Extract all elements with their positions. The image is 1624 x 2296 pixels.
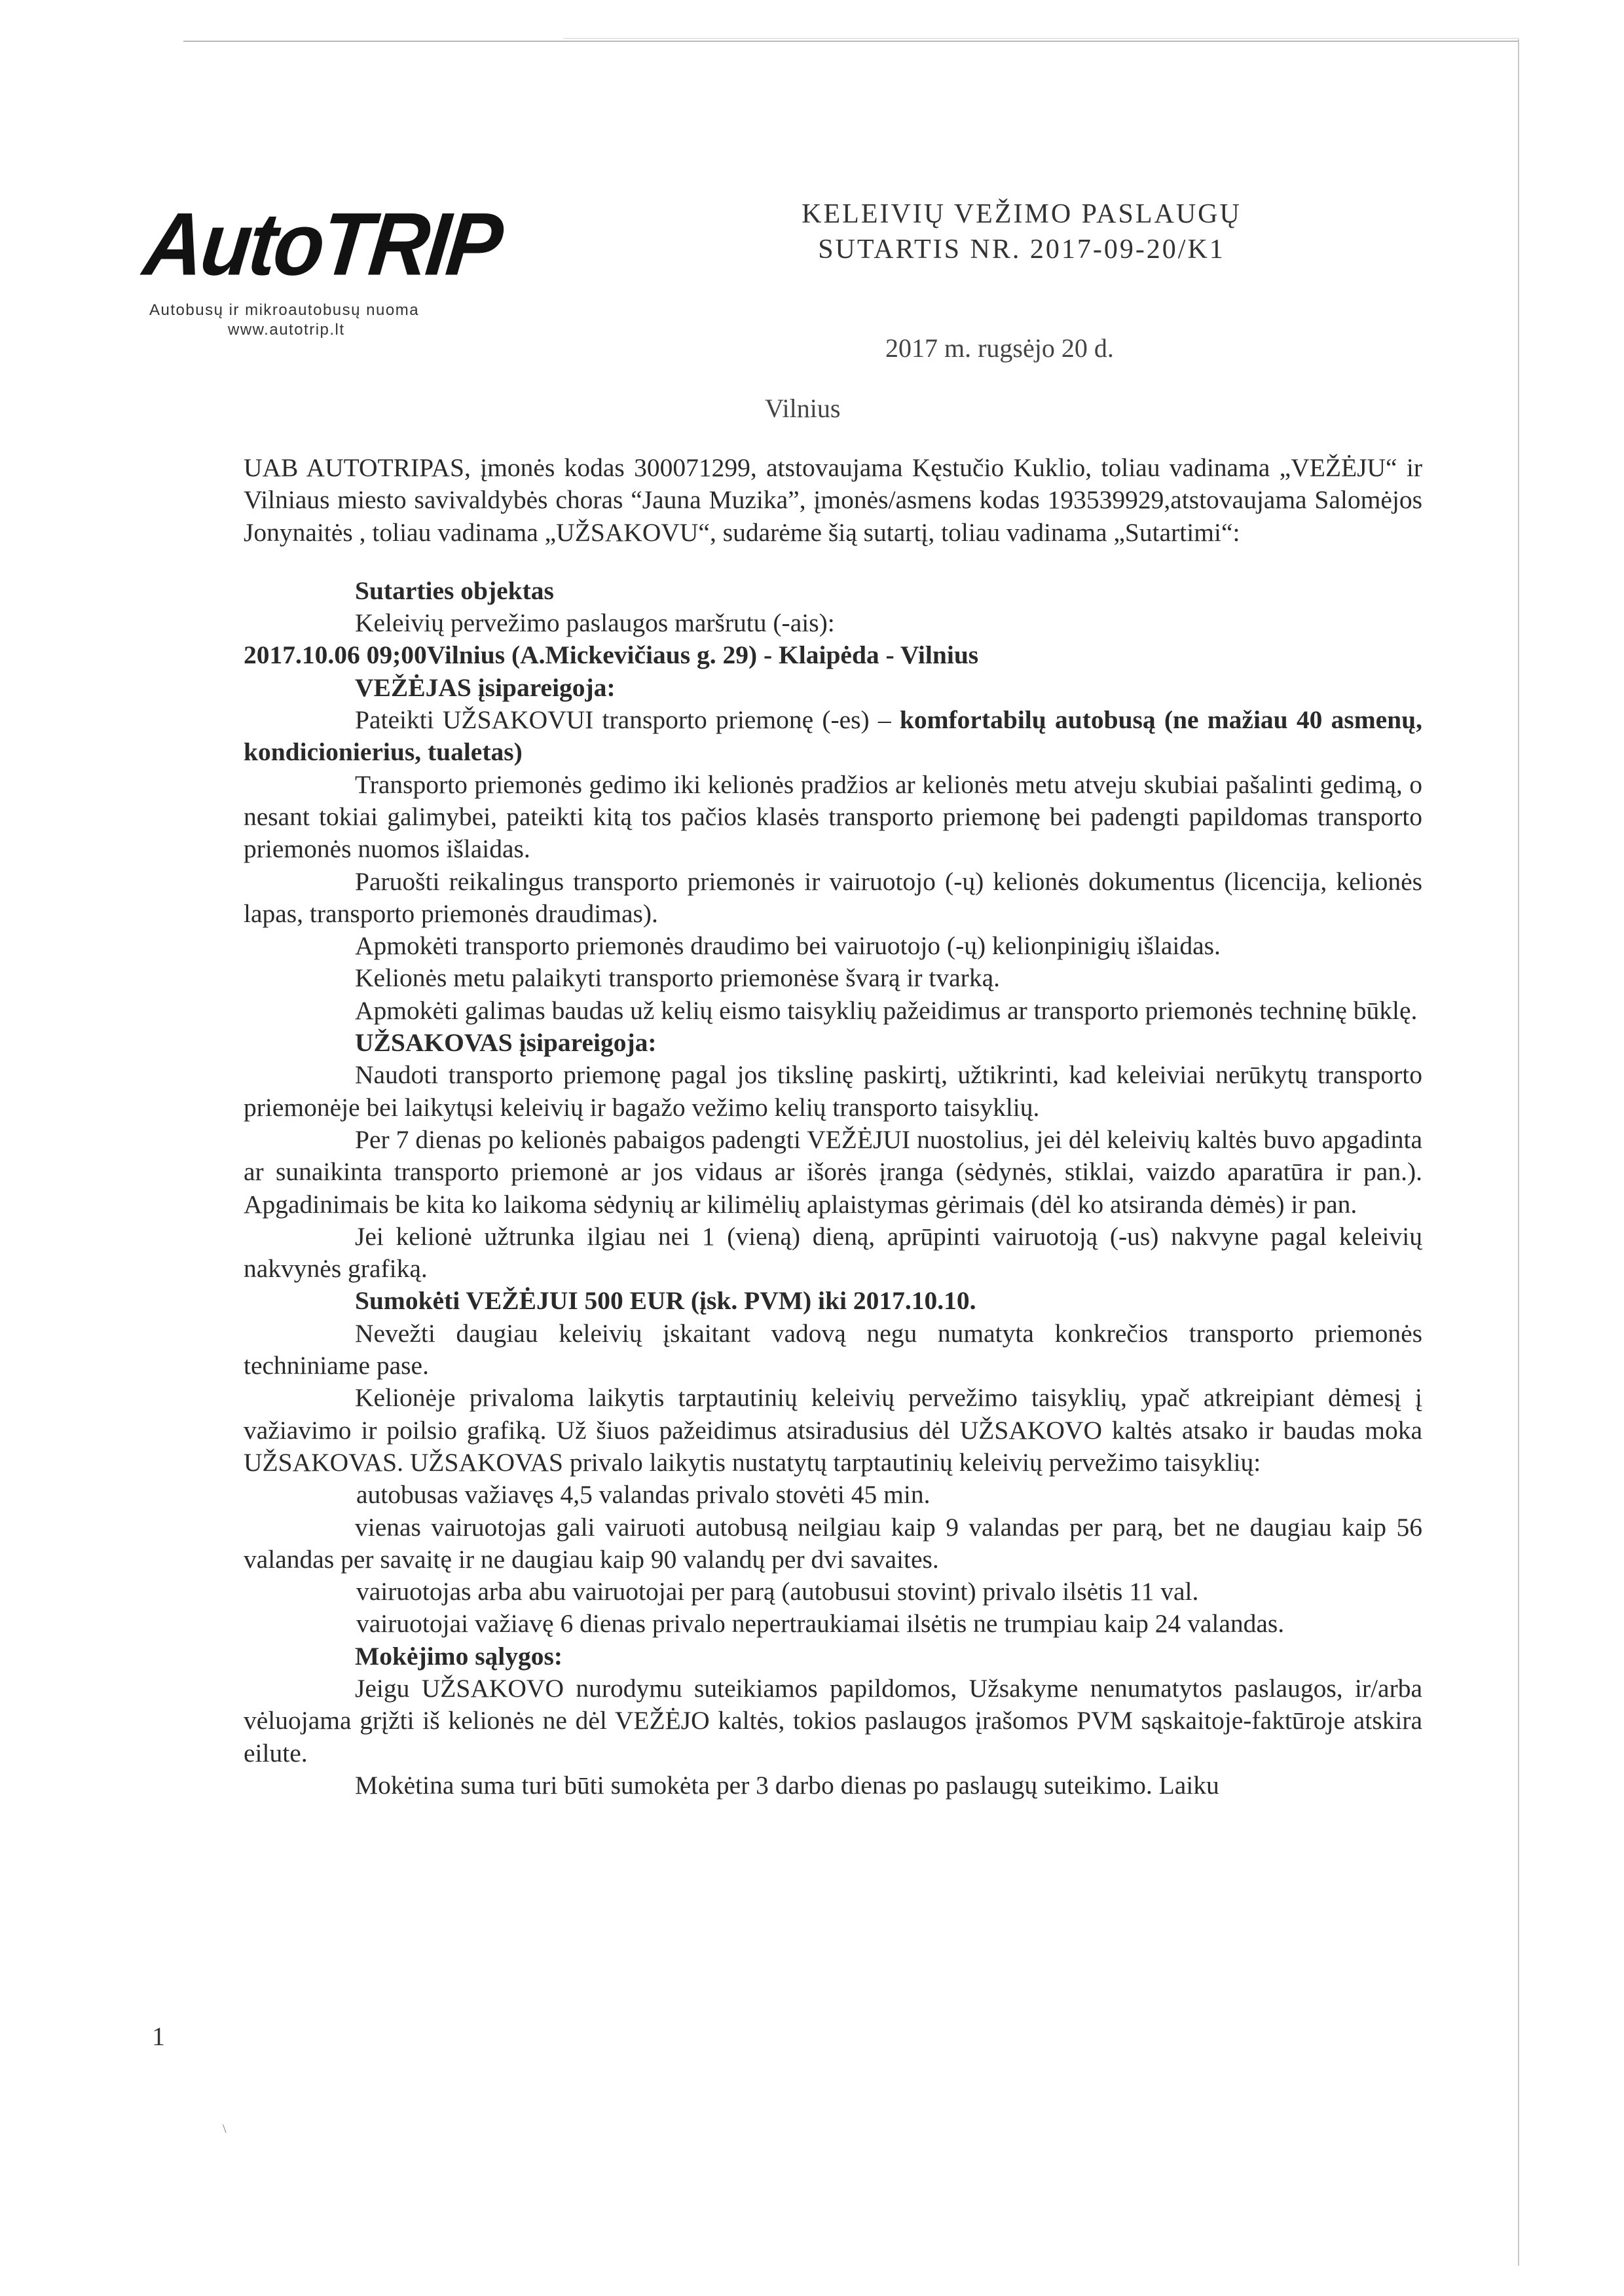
- rest-rule-2: vienas vairuotojas gali vairuoti autobusą neilgiau kaip 9 valandas per parą, bet ne daugiau kaip 56 valandas per savaitę ir ne daugiau kaip 90 valandų per dvi savaites.: [244, 1512, 1422, 1574]
- company-logo: [139, 194, 505, 340]
- scan-edge-line: [1518, 39, 1519, 2266]
- intro-paragraph: UAB AUTOTRIPAS, įmonės kodas 300071299, atstovaujama Kęstučio Kuklio, toliau vadinama „VEŽĖJU“ ir Vilniaus miesto savivaldybės choras “Jauna Muzika”, įmonės/asmens kodas 193539929,atstovaujama Salomėjos Jonynaitės , toliau vadinama „UŽSAKOVU“, sudarėme šią sutartį, toliau vadinama „Sutartimi“:: [244, 453, 1422, 547]
- rest-rule-1: autobusas važiavęs 4,5 valandas privalo stovėti 45 min.: [356, 1480, 931, 1509]
- customer-obligation-5: Kelionėje privaloma laikytis tarptautinių keleivių pervežimo taisyklių, ypač atkreipiant dėmesį į važiavimo ir poilsio grafiką. Už šiuos pažeidimus atsiradusius dėl UŽSAKOVO kaltės atsako ir baudas moka UŽSAKOVAS. UŽSAKOVAS privalo laikytis nustatytų tarptautinių keleivių pervežimo taisyklių:: [244, 1383, 1422, 1477]
- logo-url: www.autotrip.lt: [228, 321, 345, 339]
- scan-edge-line: [183, 41, 1519, 42]
- customer-obligation-3: Jei kelionė užtrunka ilgiau nei 1 (vieną) dieną, aprūpinti vairuotoją (-us) nakvyne pagal keleivių nakvynės grafiką.: [244, 1221, 1422, 1284]
- carrier-obligation-3: Paruošti reikalingus transporto priemonės ir vairuotojo (-ų) kelionės dokumentus (licencija, kelionės lapas, transporto priemonės draudimas).: [244, 866, 1422, 928]
- scan-edge-line: [563, 38, 1519, 39]
- carrier-obligation-6: Apmokėti galimas baudas už kelių eismo taisyklių pažeidimus ar transporto priemonės techninę būklę.: [355, 995, 1418, 1025]
- rest-rule-3: vairuotojas arba abu vairuotojai per parą (autobusui stovint) privalo ilsėtis 11 val.: [356, 1577, 1199, 1606]
- contract-city: Vilnius: [765, 394, 841, 423]
- customer-obligation-1: Naudoti transporto priemonę pagal jos tikslinę paskirtį, užtikrinti, kad keleiviai nerūkytų transporto priemonėje bei laikytųsi keleivių ir bagažo vežimo kelių transporto taisyklių.: [244, 1060, 1422, 1122]
- section-heading-object: Sutarties objektas: [355, 576, 554, 605]
- section-heading-payment-terms: Mokėjimo sąlygos:: [355, 1641, 563, 1671]
- document-title: [753, 196, 1290, 267]
- logo-tagline: [149, 301, 490, 340]
- contract-body: [244, 452, 1422, 1802]
- payment-terms-1: Jeigu UŽSAKOVO nurodymu suteikiamos papildomos, Užsakyme nenumatytos paslaugos, ir/arba vėluojama grįžti iš kelionės ne dėl VEŽĖJO kaltės, tokios paslaugos įrašomos PVM sąskaitoje-faktūroje atskira eilute.: [244, 1673, 1422, 1768]
- payment-amount-line: Sumokėti VEŽĖJUI 500 EUR (įsk. PVM) iki 2017.10.10.: [355, 1286, 976, 1316]
- section-heading-customer: UŽSAKOVAS įsipareigoja:: [355, 1028, 657, 1058]
- carrier-obligation-1-text: Pateikti UŽSAKOVUI transporto priemonę (-es) –: [355, 705, 900, 735]
- carrier-obligation-1-vehicle: komfortabilų autobusą (ne mažiau 40 asmenų, kondicionierius, tualetas): [244, 705, 1422, 767]
- contract-date: 2017 m. rugsėjo 20 d.: [885, 333, 1114, 363]
- title-line-1: KELEIVIŲ VEŽIMO PASLAUGŲ: [802, 199, 1242, 229]
- carrier-obligation-2: Transporto priemonės gedimo iki kelionės pradžios ar kelionės metu atveju skubiai pašalinti gedimą, o nesant tokiai galimybei, pateikti kitą tos pačios klasės transporto priemonę bei padengti papildomas transporto priemonės nuomos išlaidas.: [244, 769, 1422, 864]
- logo-tagline-text: Autobusų ir mikroautobusų nuoma: [149, 301, 420, 319]
- customer-obligation-2: Per 7 dienas po kelionės pabaigos padengti VEŽĖJUI nuostolius, jei dėl keleivių kaltės buvo apgadinta ar sunaikinta transporto priemonė ar jos vidaus ar išorės įranga (sėdynės, stiklai, vaizdo aparatūra ir pan.). Apgadinimais be kita ko laikoma sėdynių ar kilimėlių aplaistymas gėrimais (dėl ko atsiranda dėmės) ir pan.: [244, 1124, 1422, 1219]
- title-line-2: SUTARTIS NR. 2017-09-20/K1: [818, 234, 1225, 265]
- payment-terms-2: Mokėtina suma turi būti sumokėta per 3 darbo dienas po paslaugų suteikimo. Laiku: [355, 1770, 1219, 1800]
- route-line: 2017.10.06 09;00Vilnius (A.Mickevičiaus g. 29) - Klaipėda - Vilnius: [244, 640, 979, 670]
- carrier-obligation-5: Kelionės metu palaikyti transporto priemonėse švarą ir tvarką.: [355, 963, 1000, 993]
- object-text: Keleivių pervežimo paslaugos maršrutu (-ais):: [355, 608, 835, 638]
- carrier-obligation-4: Apmokėti transporto priemonės draudimo bei vairuotojo (-ų) kelionpinigių išlaidas.: [355, 931, 1221, 961]
- section-heading-carrier: VEŽĖJAS įsipareigoja:: [355, 673, 616, 702]
- scan-speck: \: [223, 2122, 227, 2136]
- logo-brand: AutoTRIP: [139, 194, 505, 294]
- carrier-obligation-1: [244, 704, 1422, 769]
- rest-rule-4: vairuotojai važiavę 6 dienas privalo nepertraukiamai ilsėtis ne trumpiau kaip 24 valandas.: [356, 1609, 1285, 1639]
- page-number: 1: [152, 2022, 165, 2051]
- customer-obligation-4: Nevežti daugiau keleivių įskaitant vadovą negu numatyta konkrečios transporto priemonės techniniame pase.: [244, 1318, 1422, 1380]
